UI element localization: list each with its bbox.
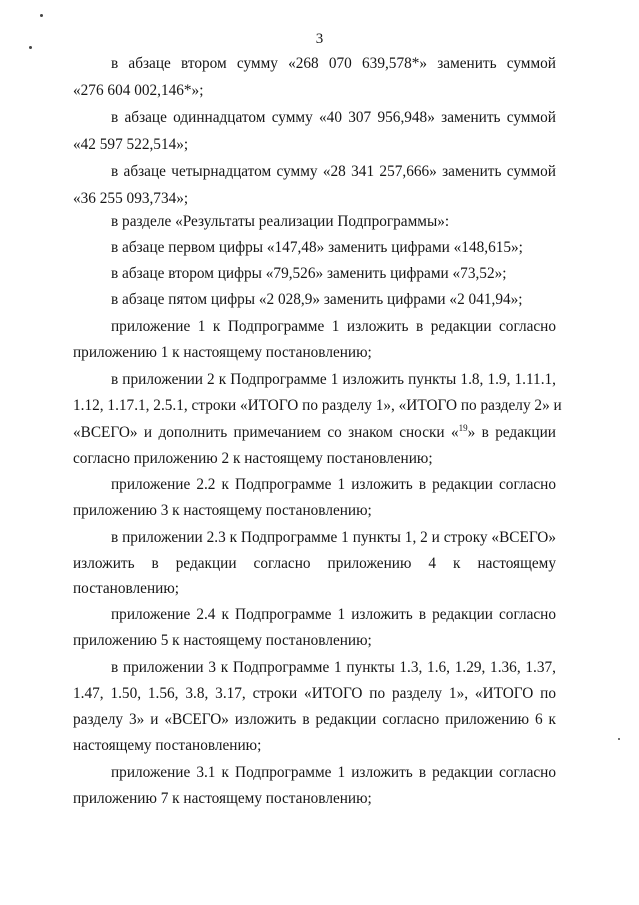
text-line: приложению 5 к настоящему постановлению; xyxy=(73,632,372,649)
text-line: «276 604 002,146*»; xyxy=(73,82,204,99)
text-line: приложение 2.4 к Подпрограмме 1 изложить в редакции согласно xyxy=(111,606,556,623)
text-line: в абзаце втором цифры «79,526» заменить цифрами «73,52»; xyxy=(111,265,507,282)
text-line: «42 597 522,514»; xyxy=(73,136,189,153)
text-line: приложение 2.2 к Подпрограмме 1 изложить в редакции согласно xyxy=(111,476,556,493)
text-line: разделу 3» и «ВСЕГО» изложить в редакции согласно приложению 6 к xyxy=(73,711,556,728)
text-line xyxy=(73,424,556,442)
text-line: постановлению; xyxy=(73,580,179,597)
text-line: 1.47, 1.50, 1.56, 3.8, 3.17, строки «ИТОГО по разделу 1», «ИТОГО по xyxy=(73,685,556,702)
text-line: приложению 1 к настоящему постановлению; xyxy=(73,344,372,361)
text-fragment: » в редакции xyxy=(467,424,556,441)
text-line: в абзаце втором сумму «268 070 639,578*» заменить суммой xyxy=(111,55,556,72)
text-line: приложению 3 к настоящему постановлению; xyxy=(73,502,372,519)
text-line: в приложении 2.3 к Подпрограмме 1 пункты 1, 2 и строку «ВСЕГО» xyxy=(111,529,556,546)
text-line: в приложении 3 к Подпрограмме 1 пункты 1.3, 1.6, 1.29, 1.36, 1.37, xyxy=(111,659,556,676)
text-line: «36 255 093,734»; xyxy=(73,190,189,207)
text-fragment: «ВСЕГО» и дополнить примечанием со знаком сноски « xyxy=(73,424,459,441)
text-line: в абзаце четырнадцатом сумму «28 341 257,666» заменить суммой xyxy=(111,163,556,180)
scan-speck xyxy=(40,14,43,17)
text-line: в приложении 2 к Подпрограмме 1 изложить пункты 1.8, 1.9, 1.11.1, xyxy=(111,371,556,388)
text-line: изложить в редакции согласно приложению 4 к настоящему xyxy=(73,555,556,572)
text-line: настоящему постановлению; xyxy=(73,737,262,754)
text-line: 1.12, 1.17.1, 2.5.1, строки «ИТОГО по разделу 1», «ИТОГО по разделу 2» и xyxy=(73,397,562,414)
text-line: согласно приложению 2 к настоящему постановлению; xyxy=(73,450,433,467)
footnote-marker: 19 xyxy=(458,423,468,433)
text-line: приложение 3.1 к Подпрограмме 1 изложить в редакции согласно xyxy=(111,764,556,781)
scan-speck xyxy=(618,738,620,740)
text-line: в абзаце первом цифры «147,48» заменить цифрами «148,615»; xyxy=(111,239,523,256)
text-line: приложению 7 к настоящему постановлению; xyxy=(73,790,372,807)
page-number: 3 xyxy=(315,31,324,47)
text-line: приложение 1 к Подпрограмме 1 изложить в редакции согласно xyxy=(111,318,556,335)
text-line: в абзаце пятом цифры «2 028,9» заменить цифрами «2 041,94»; xyxy=(111,291,523,308)
text-line: в разделе «Результаты реализации Подпрограммы»: xyxy=(111,213,450,230)
text-line: в абзаце одиннадцатом сумму «40 307 956,948» заменить суммой xyxy=(111,109,556,126)
